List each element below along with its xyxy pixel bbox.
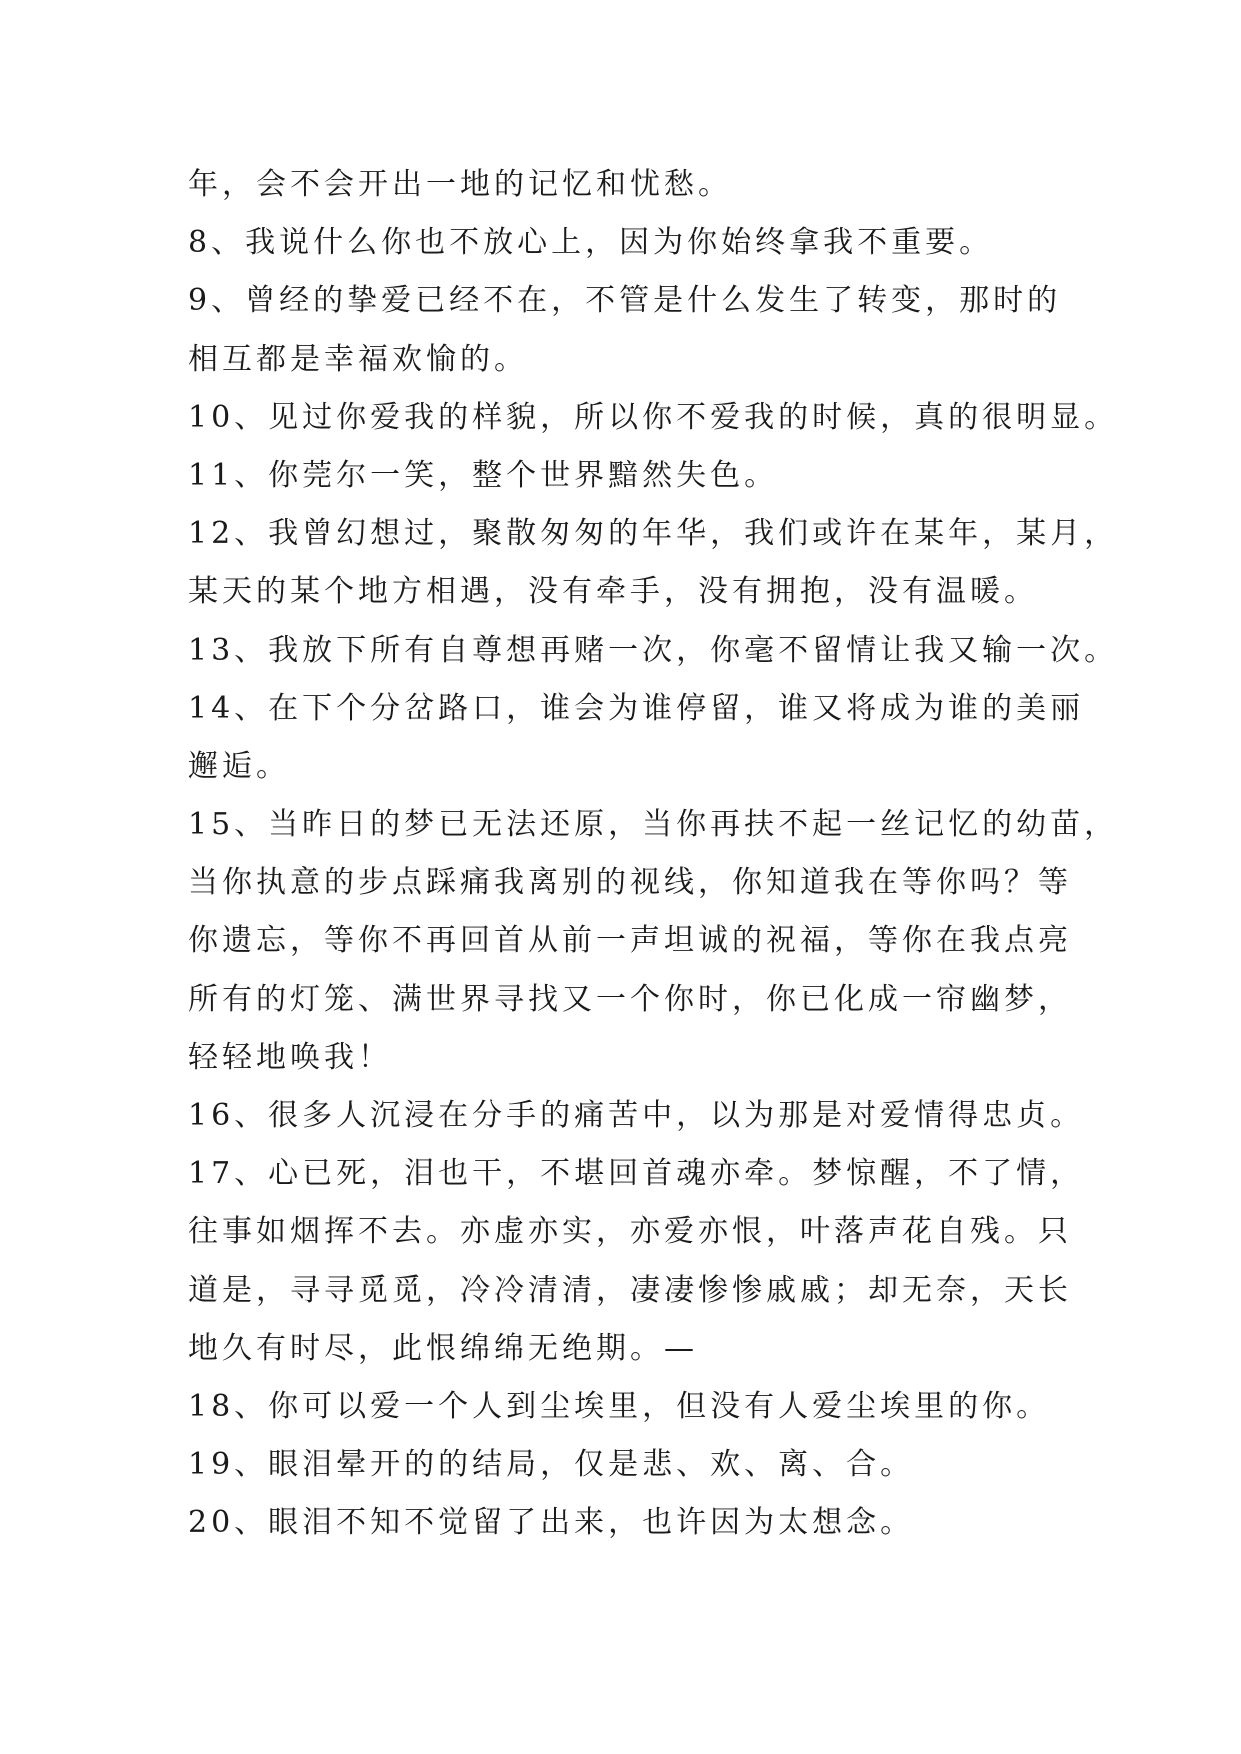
text-line: 10、见过你爱我的样貌，所以你不爱我的时候，真的很明显。 xyxy=(188,399,1119,435)
text-line: 12、我曾幻想过，聚散匆匆的年华，我们或许在某年，某月， xyxy=(188,516,1119,552)
text-line: 17、心已死，泪也干，不堪回首魂亦牵。梦惊醒，不了情， xyxy=(188,1156,1085,1192)
text-line: 9、曾经的挚爱已经不在，不管是什么发生了转变，那时的 xyxy=(188,283,1062,319)
text-line: 19、眼泪晕开的的结局，仅是悲、欢、离、合。 xyxy=(188,1447,915,1483)
text-line: 13、我放下所有自尊想再赌一次，你毫不留情让我又输一次。 xyxy=(188,632,1119,668)
text-line: 道是，寻寻觅觅，冷冷清清，凄凄惨惨戚戚；却无奈，天长 xyxy=(188,1272,1072,1308)
text-line: 15、当昨日的梦已无法还原，当你再扶不起一丝记忆的幼苗， xyxy=(188,807,1119,843)
text-line: 地久有时尽，此恨绵绵无绝期。— xyxy=(188,1330,698,1366)
document-body xyxy=(188,156,1119,1553)
text-line: 相互都是幸福欢愉的。 xyxy=(188,341,528,377)
text-line: 18、你可以爱一个人到尘埃里，但没有人爱尘埃里的你。 xyxy=(188,1388,1051,1424)
text-line: 14、在下个分岔路口，谁会为谁停留，谁又将成为谁的美丽 xyxy=(188,690,1085,726)
text-line: 11、你莞尔一笑，整个世界黯然失色。 xyxy=(188,457,779,493)
text-line: 20、眼泪不知不觉留了出来，也许因为太想念。 xyxy=(188,1505,915,1541)
text-line: 年，会不会开出一地的记忆和忧愁。 xyxy=(188,167,732,202)
text-line: 某天的某个地方相遇，没有牵手，没有拥抱，没有温暖。 xyxy=(188,574,1038,610)
text-line: 你遗忘，等你不再回首从前一声坦诚的祝福，等你在我点亮 xyxy=(188,923,1072,959)
text-line: 邂逅。 xyxy=(188,748,290,784)
text-line: 8、我说什么你也不放心上，因为你始终拿我不重要。 xyxy=(188,225,994,261)
text-line: 轻轻地唤我！ xyxy=(188,1039,392,1075)
text-line: 所有的灯笼、满世界寻找又一个你时，你已化成一帘幽梦， xyxy=(188,981,1072,1017)
text-line: 当你执意的步点踩痛我离别的视线，你知道我在等你吗？等 xyxy=(188,865,1072,901)
text-line: 16、很多人沉浸在分手的痛苦中，以为那是对爱情得忠贞。 xyxy=(188,1098,1085,1133)
text-line: 往事如烟挥不去。亦虚亦实，亦爱亦恨，叶落声花自残。只 xyxy=(188,1214,1072,1250)
